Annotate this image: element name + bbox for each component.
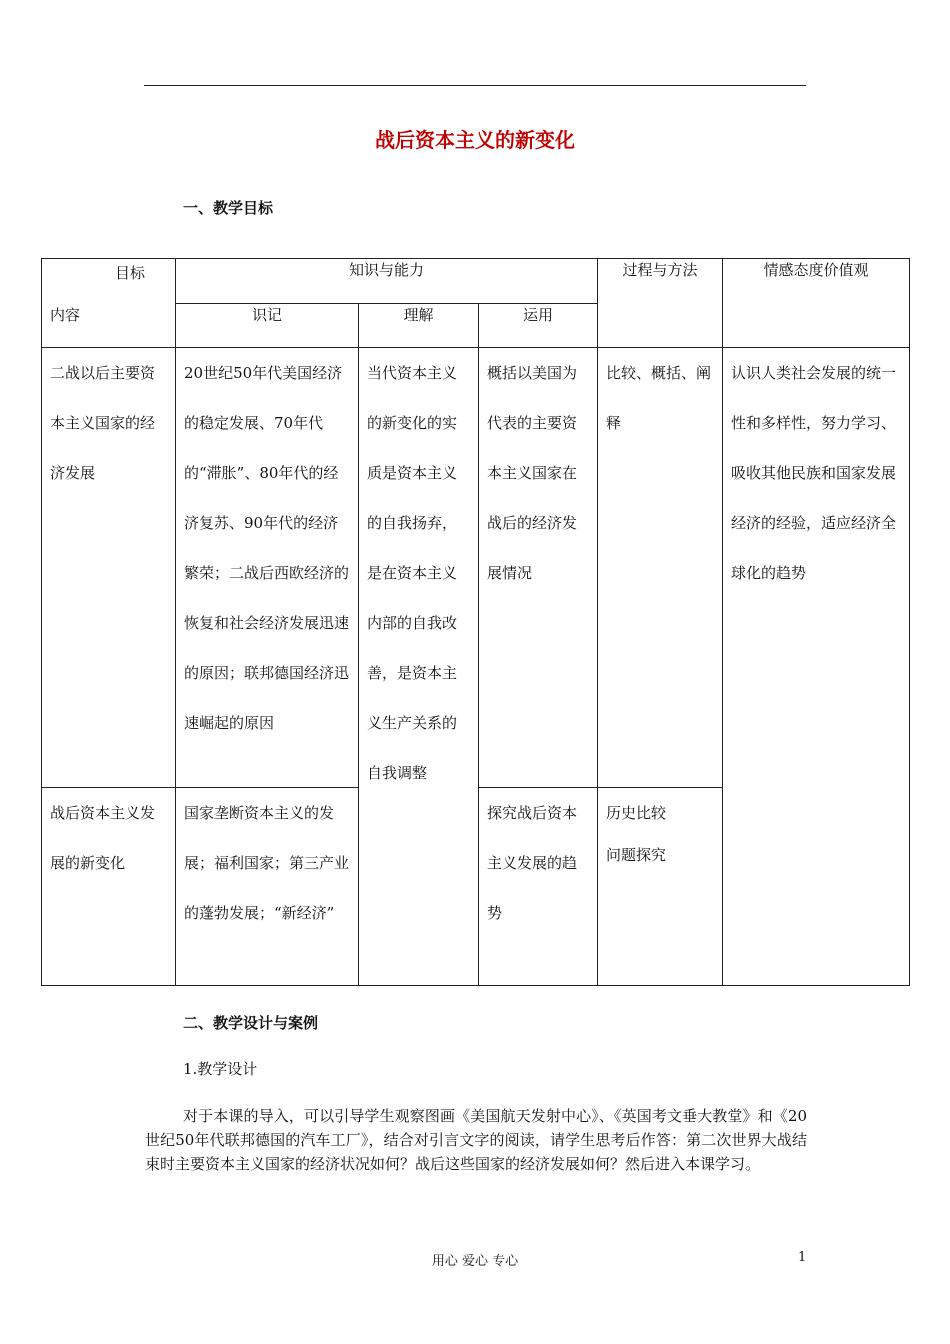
sub-heading-design: 1.教学设计 (183, 1060, 258, 1078)
header-apply: 运用 (479, 304, 598, 348)
corner-label-content: 内容 (50, 306, 81, 324)
table-corner-cell (42, 259, 176, 348)
header-memorize: 识记 (176, 304, 359, 348)
row2-memorize: 国家垄断资本主义的发展；福利国家；第三产业的蓬勃发展；“新经济” (176, 788, 359, 986)
row2-process-line2: 问题探究 (606, 846, 667, 864)
emotion-merged: 认识人类社会发展的统一性和多样性，努力学习、吸收其他民族和国家发展经济的经验，适应经济全球化的趋势 (723, 348, 910, 986)
footer-motto: 用心 爱心 专心 (431, 1254, 519, 1269)
row2-content: 战后资本主义发展的新变化 (42, 788, 176, 986)
objectives-table (41, 258, 910, 986)
row1-memorize: 20世纪50年代美国经济的稳定发展、70年代的“滞胀”、80年代的经济复苏、90年代的经济繁荣；二战后西欧经济的恢复和社会经济发展迅速的原因；联邦德国经济迅速崛起的原因 (176, 348, 359, 788)
row1-apply: 概括以美国为代表的主要资本主义国家在战后的经济发展情况 (479, 348, 598, 788)
header-process-method: 过程与方法 (598, 259, 723, 348)
header-understand: 理解 (359, 304, 479, 348)
header-emotion-values: 情感态度价值观 (723, 259, 910, 348)
page-number: 1 (798, 1250, 807, 1265)
understand-merged: 当代资本主义的新变化的实质是资本主义的自我扬弃，是在资本主义内部的自我改善，是资本主义生产关系的自我调整 (359, 348, 479, 986)
row1-process: 比较、概括、阐释 (598, 348, 723, 788)
row1-content: 二战以后主要资本主义国家的经济发展 (42, 348, 176, 788)
document-title: 战后资本主义的新变化 (375, 128, 575, 152)
header-knowledge-ability: 知识与能力 (176, 259, 598, 304)
header-rule (144, 85, 806, 86)
row2-apply: 探究战后资本主义发展的趋势 (479, 788, 598, 986)
section-heading-design: 二、教学设计与案例 (183, 1014, 319, 1032)
body-paragraph: 对于本课的导入，可以引导学生观察图画《美国航天发射中心》、《英国考文垂大教堂》和《20世纪50年代联邦德国的汽车工厂》，结合对引言文字的阅读，请学生思考后作答：第二次世界大战结束时主要资本主义国家的经济状况如何？战后这些国家的经济发展如何？然后进入本课学习。 (145, 1107, 807, 1173)
row2-process (598, 788, 723, 986)
section-heading-objectives: 一、教学目标 (183, 199, 274, 217)
row2-process-line1: 历史比较 (606, 804, 667, 822)
corner-label-target: 目标 (114, 264, 145, 282)
